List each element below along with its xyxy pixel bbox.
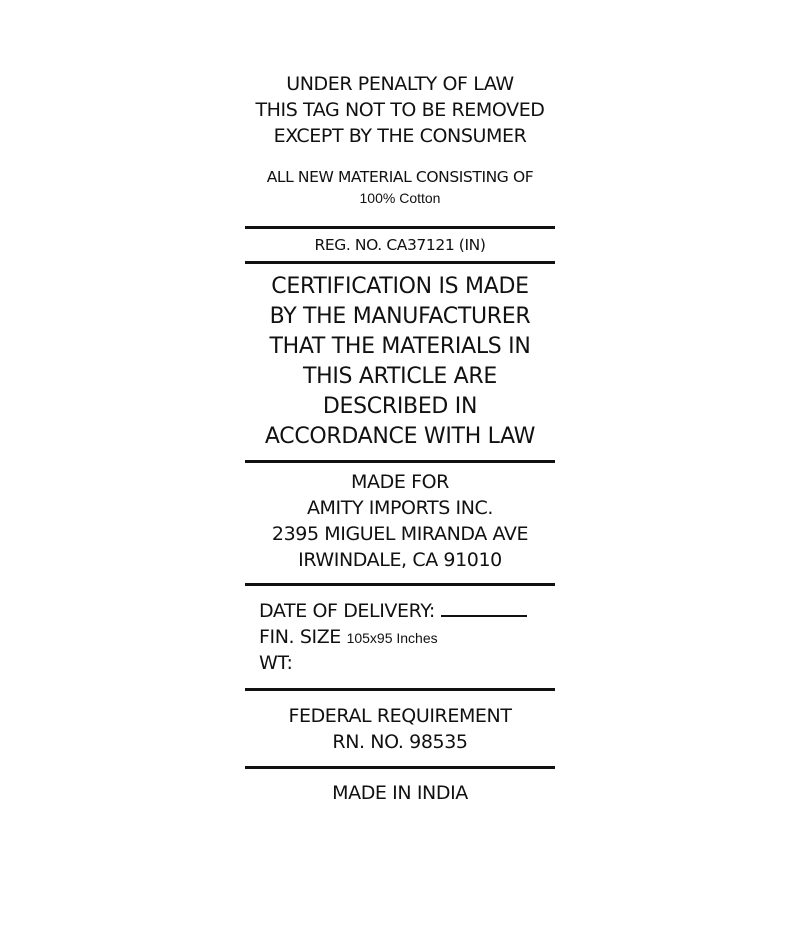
company-name: AMITY IMPORTS INC.: [306, 497, 494, 519]
divider: [245, 583, 555, 586]
material-content: 100% Cotton: [359, 190, 441, 206]
divider: [245, 261, 555, 264]
certification-line-4: THIS ARTICLE ARE: [302, 364, 498, 389]
delivery-date-row: [259, 600, 555, 622]
header-line-1: UNDER PENALTY OF LAW: [286, 73, 514, 95]
delivery-date-blank: [441, 600, 527, 617]
divider: [245, 688, 555, 691]
finished-size-value: 105x95 Inches: [346, 630, 438, 646]
divider: [245, 226, 555, 229]
city-address: IRWINDALE, CA 91010: [298, 549, 502, 571]
header-line-3: EXCEPT BY THE CONSUMER: [273, 125, 527, 147]
divider: [245, 766, 555, 769]
weight-label: WT:: [259, 652, 293, 674]
federal-requirement-label: FEDERAL REQUIREMENT: [288, 705, 512, 727]
country-of-origin: MADE IN INDIA: [332, 782, 468, 804]
rn-number: RN. NO. 98535: [332, 731, 468, 753]
finished-size-label: FIN. SIZE: [259, 626, 341, 648]
certification-line-3: THAT THE MATERIALS IN: [269, 334, 531, 359]
certification-line-5: DESCRIBED IN: [322, 394, 478, 419]
certification-line-2: BY THE MANUFACTURER: [269, 304, 531, 329]
made-for-label: MADE FOR: [351, 471, 449, 493]
street-address: 2395 MIGUEL MIRANDA AVE: [271, 523, 529, 545]
finished-size-row: [259, 626, 555, 648]
divider: [245, 460, 555, 463]
certification-line-1: CERTIFICATION IS MADE: [271, 274, 529, 299]
delivery-date-label: DATE OF DELIVERY:: [259, 600, 435, 622]
weight-row: [259, 652, 555, 674]
certification-line-6: ACCORDANCE WITH LAW: [264, 424, 536, 449]
header-line-2: THIS TAG NOT TO BE REMOVED: [255, 99, 545, 121]
registration-number: REG. NO. CA37121 (IN): [314, 236, 486, 254]
material-label: ALL NEW MATERIAL CONSISTING OF: [266, 168, 534, 186]
